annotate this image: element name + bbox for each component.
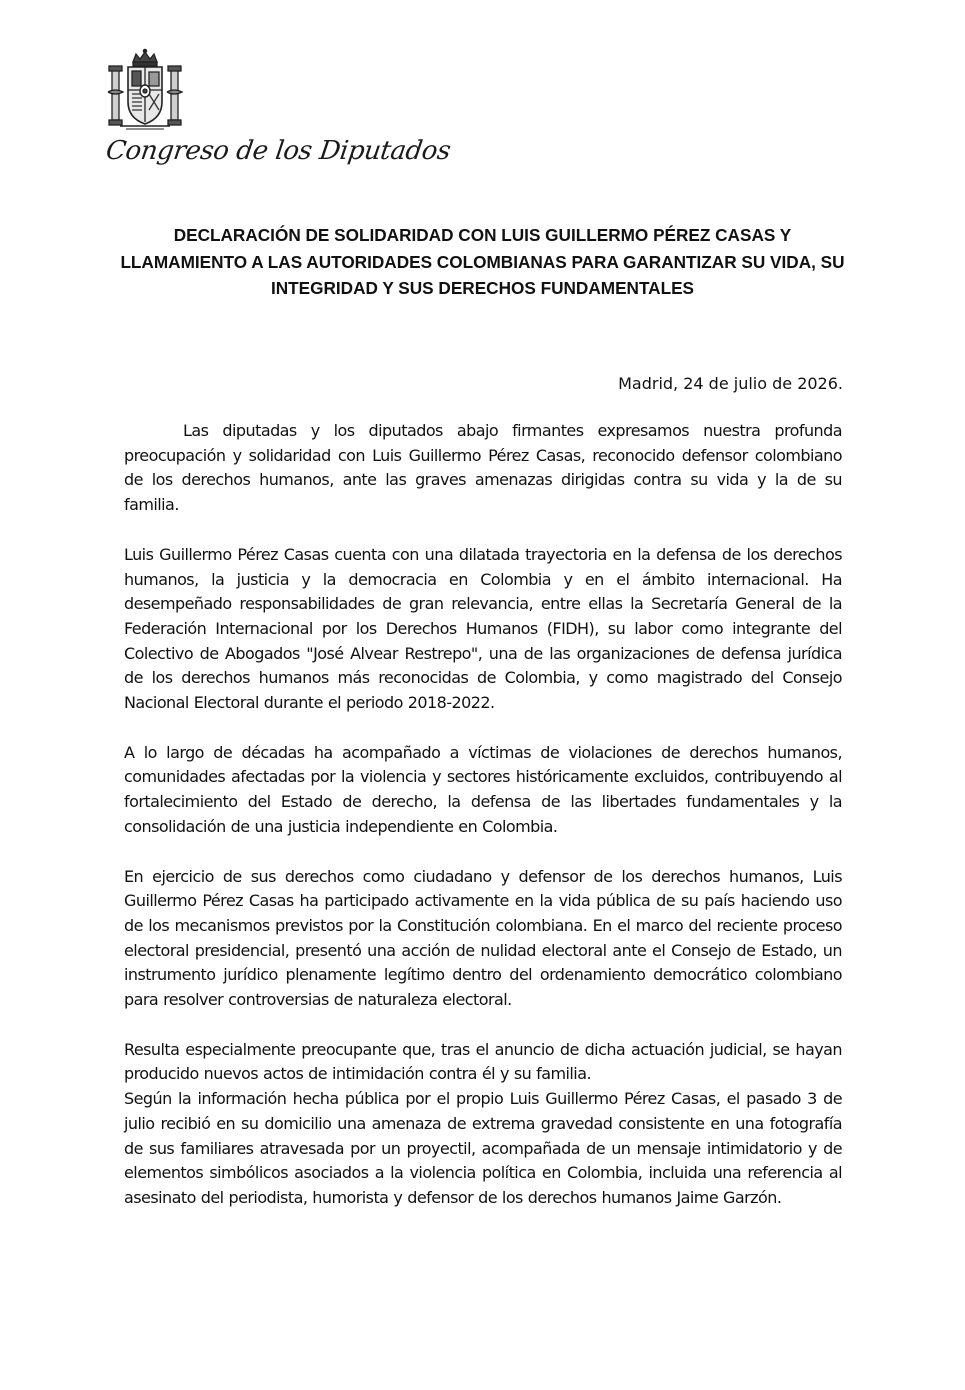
institution-name: Congreso de los Diputados [104,136,453,166]
document-date: Madrid, 24 de julio de 2026. [618,374,843,393]
paragraph: En ejercicio de sus derechos como ciudadano y defensor de los derechos humanos, Luis Guillermo Pérez Casas ha participado activamente en la vida pública de su país haciendo uso de los mecanismos previstos por la Constitución colombiana. En el marco del reciente proceso electoral presidencial, presentó una acción de nulidad electoral ante el Consejo de Estado, un instrumento jurídico plenamente legítimo dentro del ordenamiento democrático colombiano para resolver controversias de naturaleza electoral. [124,866,842,1010]
paragraph: Según la información hecha pública por el propio Luis Guillermo Pérez Casas, el pasado 3 de julio recibió en su domicilio una amenaza de extrema gravedad consistente en una fotografía de sus familiares atravesada por un proyectil, acompañada de un mensaje intimidatorio y de elementos simbólicos asociados a la violencia política en Colombia, incluida una referencia al asesinato del periodista, humorista y defensor de los derechos humanos Jaime Garzón. [124,1089,842,1207]
paragraph: A lo largo de décadas ha acompañado a víctimas de violaciones de derechos humanos, comunidades afectadas por la violencia y sectores históricamente excluidos, contribuyendo al fortalecimiento del Estado de derecho, la defensa de las libertades fundamentales y la consolidación de una justicia independiente en Colombia. [124,742,842,836]
document-title: DECLARACIÓN DE SOLIDARIDAD CON LUIS GUILLERMO PÉREZ CASAS Y LLAMAMIENTO A LAS AUTORIDADES COLOMBIANAS PARA GARANTIZAR SU VIDA, SU INTEGRIDAD Y SUS DERECHOS FUNDAMENTALES [120,225,845,298]
paragraph: Resulta especialmente preocupante que, tras el anuncio de dicha actuación judicial, se hayan producido nuevos actos de intimidación contra él y su familia. [124,1039,842,1084]
document-body [124,419,842,1236]
paragraph: Las diputadas y los diputados abajo firmantes expresamos nuestra profunda preocupación y solidaridad con Luis Guillermo Pérez Casas, reconocido defensor colombiano de los derechos humanos, ante las graves amenazas dirigidas contra su vida y la de su familia. [124,421,842,515]
paragraph: Luis Guillermo Pérez Casas cuenta con una dilatada trayectoria en la defensa de los derechos humanos, la justicia y la democracia en Colombia y en el ámbito internacional. Ha desempeñado responsabilidades de gran relevancia, entre ellas la Secretaría General de la Federación Internacional por los Derechos Humanos (FIDH), su labor como integrante del Colectivo de Abogados "José Alvear Restrepo", una de las organizaciones de defensa jurídica de los derechos humanos más reconocidas de Colombia, y como magistrado del Consejo Nacional Electoral durante el periodo 2018-2022. [124,544,842,713]
coat-of-arms-icon [106,48,184,132]
